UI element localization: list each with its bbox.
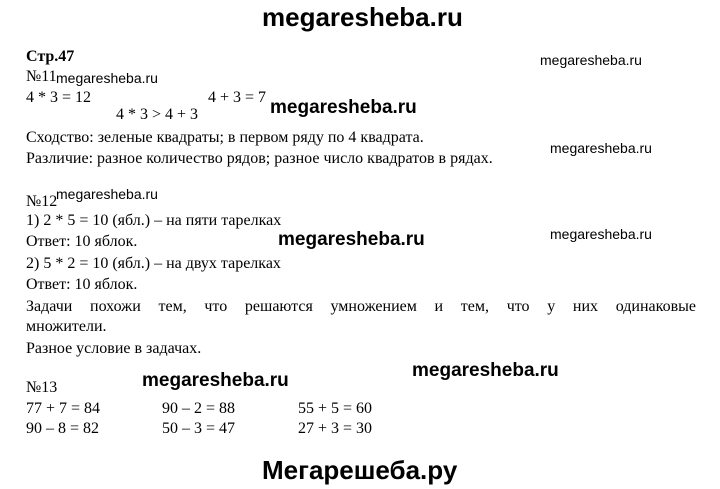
task-11-eq1: 4 * 3 = 12 [26,89,92,106]
task-13-cell: 90 – 8 = 82 [26,420,100,437]
watermark: megaresheba.ru [278,229,425,250]
watermark: megaresheba.ru [412,360,559,381]
task-11-difference: Различие: разное количество рядов; разное число квадратов в рядах. [26,150,493,167]
watermark: megaresheba.ru [56,70,158,86]
watermark: megaresheba.ru [540,52,642,68]
task-11-number: №11 [26,68,57,85]
task-12-answer1: Ответ: 10 яблок. [26,233,138,250]
header-watermark: megaresheba.ru [262,2,463,32]
watermark: megaresheba.ru [142,370,289,391]
watermark: megaresheba.ru [550,140,652,156]
task-13-cell: 77 + 7 = 84 [26,400,101,417]
task-11-similarity: Сходство: зеленые квадраты; в первом ряду по 4 квадрата. [26,129,424,146]
task-13-cell: 50 – 3 = 47 [162,420,236,437]
task-12-note2: множители. [26,318,107,335]
task-13-cell: 27 + 3 = 30 [298,420,373,437]
task-12-note1: Задачи похожи тем, что решаются умножением и тем, что у них одинаковые [26,298,696,315]
task-13-cell: 90 – 2 = 88 [162,400,236,417]
task-12-answer2: Ответ: 10 яблок. [26,276,138,293]
task-12-note3: Разное условие в задачах. [26,340,202,357]
task-13-number: №13 [26,379,58,396]
watermark: megaresheba.ru [56,186,158,202]
task-12-line1: 1) 2 * 5 = 10 (ябл.) – на пяти тарелках [26,212,282,229]
task-13-cell: 55 + 5 = 60 [298,400,373,417]
task-11-eq2: 4 + 3 = 7 [208,89,267,106]
footer-watermark: Мегарешеба.ру [262,455,458,485]
watermark: megaresheba.ru [270,97,417,118]
page-number: Стр.47 [26,48,75,65]
task-12-line2: 2) 5 * 2 = 10 (ябл.) – на двух тарелках [26,255,281,272]
watermark: megaresheba.ru [550,226,652,242]
task-11-compare: 4 * 3 > 4 + 3 [116,106,199,123]
task-12-number: №12 [26,193,58,210]
